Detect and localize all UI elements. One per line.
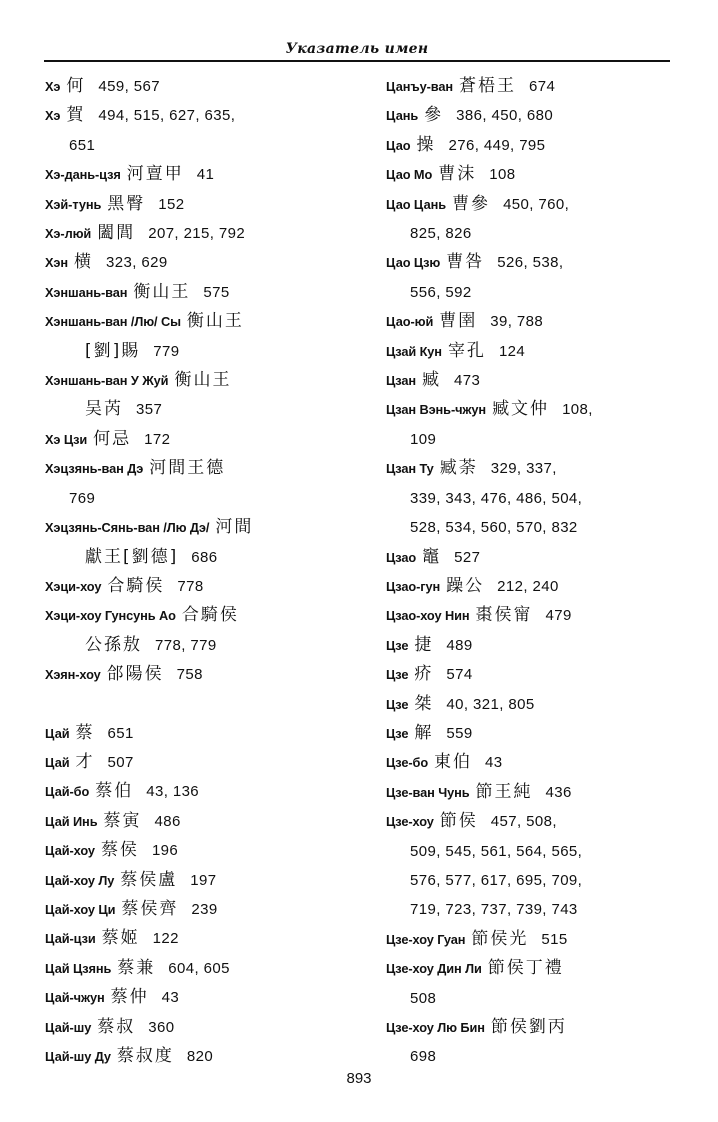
index-entry — [45, 748, 345, 777]
entry-pages: 651 — [107, 724, 134, 742]
entry-pages: 108, — [562, 401, 593, 419]
index-entry — [45, 777, 345, 806]
entry-name: Цзе-хоу Гуан — [386, 931, 466, 947]
entry-characters: 節侯光 — [471, 928, 529, 949]
entry-continuation — [386, 425, 696, 454]
entry-pages: 698 — [410, 1048, 437, 1066]
entry-characters: 曹咎 — [446, 252, 485, 273]
entry-name: Цай-хоу Ци — [45, 901, 116, 917]
entry-pages: 825, 826 — [410, 225, 472, 243]
entry-characters: 節王純 — [475, 781, 533, 802]
entry-characters: 蔡侯 — [100, 840, 139, 861]
index-entry — [386, 101, 696, 130]
entry-characters: 蔡寅 — [103, 810, 142, 831]
entry-name: Цзе-бо — [386, 755, 429, 771]
entry-pages: 575 — [203, 283, 230, 301]
entry-characters: 竈 — [422, 546, 442, 567]
entry-name: Хэншань-ван У Жуй — [45, 373, 169, 389]
entry-characters: 河間王德 — [149, 458, 226, 479]
index-entry — [386, 307, 696, 336]
index-entry — [45, 954, 345, 983]
entry-name: Хэ Цзи — [45, 431, 88, 447]
entry-characters: 節侯劉丙 — [490, 1017, 567, 1037]
running-header-title: Указатель имен — [285, 41, 429, 57]
entry-characters: 臧 — [422, 370, 441, 391]
entry-characters: 衡山王 — [133, 281, 191, 302]
entry-characters: 宰孔 — [447, 340, 486, 361]
entry-name: Цай-бо — [45, 784, 90, 800]
page-number: 893 — [346, 1070, 372, 1087]
index-entry — [386, 395, 696, 454]
entry-pages: 509, 545, 561, 564, 565, — [410, 842, 583, 860]
entry-name: Цзе-ван Чунь — [386, 784, 470, 800]
entry-pages: 719, 723, 737, 739, 743 — [410, 901, 578, 919]
entry-pages: 576, 577, 617, 695, 709, — [410, 871, 583, 889]
index-entry — [386, 690, 696, 719]
entry-pages: 386, 450, 680 — [456, 107, 554, 125]
entry-name: Цзан Ту — [386, 461, 434, 477]
entry-pages: 207, 215, 792 — [148, 225, 246, 243]
entry-name: Цзао-гун — [386, 578, 441, 594]
index-entry — [45, 1042, 345, 1071]
entry-characters: 才 — [75, 751, 95, 772]
entry-name: Хэци-хоу — [45, 578, 102, 594]
index-entry — [45, 895, 345, 924]
entry-characters: 合騎侯 — [107, 575, 165, 596]
entry-continuation — [386, 513, 696, 542]
entry-pages: 357 — [136, 401, 163, 419]
entry-name: Цзан Вэнь-чжун — [386, 402, 487, 418]
entry-pages: 473 — [454, 372, 481, 390]
entry-pages: 779 — [153, 342, 180, 360]
entry-name: Цай Инь — [45, 813, 98, 829]
entry-characters: 臧荼 — [439, 458, 478, 479]
index-entry — [386, 660, 696, 689]
entry-characters: 黑臀 — [107, 193, 146, 214]
entry-pages: 489 — [446, 636, 473, 654]
entry-name: Хэ-дань-цзя — [45, 167, 121, 183]
entry-pages: 758 — [176, 666, 203, 684]
index-entry — [45, 72, 345, 101]
entry-continuation — [45, 543, 345, 572]
entry-pages: 507 — [107, 753, 134, 771]
index-entry — [45, 425, 345, 454]
entry-pages: 360 — [148, 1018, 175, 1036]
entry-pages: 508 — [410, 989, 437, 1007]
entry-characters: 河亶甲 — [126, 164, 184, 185]
entry-name: Цай-шу Ду — [45, 1049, 111, 1064]
index-entry — [386, 337, 696, 366]
index-entry — [386, 543, 696, 572]
entry-pages: 459, 567 — [98, 78, 160, 95]
entry-characters: 蔡姬 — [101, 928, 140, 949]
index-entry — [386, 778, 696, 807]
entry-name: Цай — [45, 754, 70, 770]
entry-pages: 486 — [154, 812, 181, 830]
entry-characters: 操 — [416, 134, 436, 155]
entry-characters: 合騎侯 — [181, 605, 239, 626]
entry-characters: 衡山王 — [174, 370, 232, 391]
index-entry — [45, 719, 345, 748]
entry-name: Цао-юй — [386, 314, 434, 330]
entry-name: Цзе — [386, 667, 409, 683]
entry-pages: 674 — [529, 78, 556, 95]
entry-continuation — [386, 984, 696, 1013]
entry-pages: 109 — [410, 430, 437, 448]
index-entry — [45, 278, 345, 307]
index-entry — [386, 131, 696, 160]
index-entry — [386, 748, 696, 777]
entry-pages: 820 — [186, 1048, 214, 1065]
entry-characters: 横 — [74, 252, 94, 273]
index-entry — [45, 454, 345, 513]
entry-pages: 436 — [545, 783, 572, 801]
entry-pages: 172 — [144, 430, 171, 448]
index-entry — [45, 601, 345, 660]
entry-name: Цзао-хоу Нин — [386, 608, 470, 624]
entry-pages: 122 — [152, 930, 179, 948]
entry-name: Цао Мо — [386, 167, 433, 183]
entry-name: Цао Цань — [386, 196, 447, 212]
index-entry — [386, 925, 696, 954]
entry-characters: 蔡叔 — [97, 1016, 136, 1037]
index-entry — [386, 601, 696, 630]
entry-pages: 527 — [454, 548, 481, 566]
entry-characters: 蔡兼 — [117, 957, 156, 978]
entry-pages: 108 — [489, 166, 516, 184]
index-entry — [386, 807, 696, 925]
index-entry — [386, 72, 696, 101]
entry-pages: 43 — [485, 754, 503, 772]
entry-name: Цай — [45, 725, 70, 741]
entry-name: Цай-хоу — [45, 843, 95, 859]
entry-characters: 疥 — [414, 664, 434, 685]
entry-pages: 526, 538, — [497, 254, 564, 272]
index-entry — [386, 954, 696, 1013]
index-column-left — [45, 72, 345, 1071]
index-entry — [386, 719, 696, 748]
entry-characters: 桀 — [414, 693, 434, 714]
entry-characters: 躁公 — [446, 575, 485, 596]
entry-name: Хэян-хоу — [45, 667, 101, 683]
entry-name: Цзан — [386, 373, 416, 389]
entry-characters: 臧文仲 — [492, 399, 550, 420]
entry-pages: 686 — [191, 548, 218, 566]
entry-characters: 棗侯甯 — [475, 605, 533, 626]
entry-continuation — [386, 895, 696, 924]
entry-characters: 曹圉 — [439, 311, 478, 332]
entry-characters: 蔡侯盧 — [120, 869, 178, 890]
entry-characters: 東伯 — [434, 752, 473, 773]
entry-pages: 604, 605 — [168, 959, 230, 977]
entry-pages: 479 — [545, 607, 572, 625]
entry-name: Цзе — [386, 725, 409, 741]
entry-characters: 賀 — [66, 105, 86, 126]
index-entry — [386, 1013, 696, 1072]
entry-pages: 39, 788 — [490, 313, 544, 331]
entry-pages: 651 — [69, 136, 96, 154]
entry-pages: 329, 337, — [490, 460, 557, 478]
entry-name: Хэншань-ван /Лю/ Сы — [45, 314, 181, 330]
entry-pages: 450, 760, — [503, 195, 570, 213]
entry-continuation — [386, 278, 696, 307]
index-entry — [386, 631, 696, 660]
index-entry — [45, 983, 345, 1012]
entry-name: Цай Цзянь — [45, 960, 112, 976]
entry-characters: 蔡 — [75, 722, 95, 743]
entry-pages: 43 — [161, 989, 180, 1007]
entry-name: Хэй-тунь — [45, 196, 102, 212]
entry-name: Цай-шу — [45, 1019, 92, 1035]
entry-characters: 曹沫 — [438, 164, 477, 185]
entry-continuation — [386, 1042, 696, 1071]
entry-pages: 152 — [158, 195, 185, 213]
entry-characters: 節侯 — [439, 811, 478, 832]
entry-pages: 559 — [446, 724, 473, 742]
entry-pages: 556, 592 — [410, 283, 472, 301]
index-entry — [386, 248, 696, 307]
index-entry — [45, 572, 345, 601]
entry-name: Цзао — [386, 549, 417, 565]
index-entry — [386, 572, 696, 601]
entry-name: Цай-хоу Лу — [45, 872, 115, 888]
entry-characters: 公孫敖 — [85, 634, 142, 655]
entry-characters: 何忌 — [93, 428, 132, 449]
entry-name: Хэцзянь-ван Дэ — [45, 461, 144, 477]
index-entry — [45, 836, 345, 865]
entry-characters: 捷 — [414, 634, 434, 655]
entry-name: Хэ-люй — [45, 226, 92, 242]
index-entry — [45, 807, 345, 836]
entry-name: Цзе — [386, 637, 409, 653]
entry-continuation — [45, 337, 345, 366]
entry-pages: 778 — [177, 577, 204, 595]
entry-pages: 197 — [190, 871, 217, 889]
entry-name: Хэ — [45, 108, 61, 124]
entry-pages: 769 — [69, 489, 96, 507]
entry-pages: 574 — [446, 666, 473, 684]
entry-name: Цао Цзю — [386, 255, 441, 271]
entry-characters: 獻王[劉德] — [85, 546, 179, 567]
entry-name: Цай-чжун — [45, 990, 105, 1006]
index-entry — [386, 160, 696, 189]
entry-pages: 515 — [541, 930, 568, 948]
entry-pages: 239 — [191, 900, 218, 918]
index-entry — [45, 248, 345, 277]
entry-pages: 212, 240 — [497, 577, 559, 595]
index-entry — [45, 190, 345, 219]
entry-pages: 323, 629 — [106, 254, 168, 272]
entry-name: Цзе — [386, 696, 409, 712]
entry-characters: 蔡侯齊 — [121, 898, 179, 919]
entry-name: Хэцзянь-Сянь-ван /Лю Дэ/ — [45, 520, 210, 536]
entry-characters: 蔡仲 — [110, 987, 149, 1008]
index-entry — [45, 307, 345, 366]
entry-characters: 吴芮 — [85, 399, 123, 420]
entry-characters: 參 — [424, 105, 444, 126]
index-entry — [45, 160, 345, 189]
entry-name: Хэ — [45, 79, 61, 94]
entry-pages: 494, 515, 627, 635, — [98, 107, 236, 125]
index-entry — [45, 219, 345, 248]
index-entry — [45, 101, 345, 160]
entry-name: Хэншань-ван — [45, 284, 128, 300]
entry-continuation — [386, 837, 696, 866]
entry-pages: 40, 321, 805 — [446, 695, 535, 713]
entry-pages: 276, 449, 795 — [448, 136, 546, 154]
entry-characters: 蒼梧王 — [459, 76, 517, 96]
entry-pages: 528, 534, 560, 570, 832 — [410, 519, 578, 537]
entry-characters: 節侯丁禮 — [487, 958, 564, 979]
index-entry — [386, 190, 696, 249]
entry-name: Хэн — [45, 255, 69, 271]
entry-continuation — [45, 631, 345, 660]
entry-pages: 339, 343, 476, 486, 504, — [410, 489, 583, 507]
entry-name: Хэци-хоу Гунсунь Ао — [45, 608, 176, 624]
entry-characters: [劉]賜 — [85, 340, 141, 361]
entry-continuation — [386, 219, 696, 248]
entry-characters: 解 — [414, 722, 434, 743]
entry-characters: 闔閭 — [97, 223, 136, 244]
entry-pages: 41 — [196, 166, 215, 184]
index-entry — [45, 866, 345, 895]
entry-name: Цай-цзи — [45, 931, 96, 947]
entry-name: Цао — [386, 137, 411, 153]
index-entry — [386, 454, 696, 542]
entry-characters: 衡山王 — [186, 311, 244, 332]
index-entry — [45, 513, 345, 572]
entry-pages: 43, 136 — [146, 783, 200, 801]
entry-characters: 郃陽侯 — [106, 664, 164, 685]
entry-continuation — [45, 484, 345, 513]
entry-continuation — [45, 395, 345, 424]
entry-characters: 何 — [66, 76, 86, 96]
index-entry — [45, 1013, 345, 1042]
entry-name: Цзай Кун — [386, 343, 442, 359]
entry-name: Цзе-хоу Лю Бин — [386, 1020, 485, 1035]
index-entry — [45, 366, 345, 425]
running-header — [44, 38, 670, 62]
entry-pages: 778, 779 — [155, 636, 217, 654]
entry-characters: 蔡叔度 — [116, 1046, 174, 1066]
entry-name: Цзе-хоу — [386, 814, 434, 830]
entry-continuation — [386, 866, 696, 895]
index-entry — [386, 366, 696, 395]
index-column-right — [386, 72, 696, 1072]
entry-pages: 124 — [498, 342, 526, 360]
entry-characters: 曹參 — [452, 193, 491, 214]
entry-pages: 196 — [151, 842, 179, 860]
index-entry — [45, 660, 345, 689]
index-entry — [45, 924, 345, 953]
entry-characters: 蔡伯 — [95, 781, 134, 802]
entry-name: Цань — [386, 108, 419, 124]
entry-pages: 457, 508, — [490, 813, 557, 831]
entry-continuation — [386, 484, 696, 513]
entry-name: Цанъу-ван — [386, 79, 454, 94]
entry-characters: 河間 — [215, 517, 254, 538]
entry-continuation — [45, 131, 345, 160]
entry-name: Цзе-хоу Дин Ли — [386, 961, 482, 977]
